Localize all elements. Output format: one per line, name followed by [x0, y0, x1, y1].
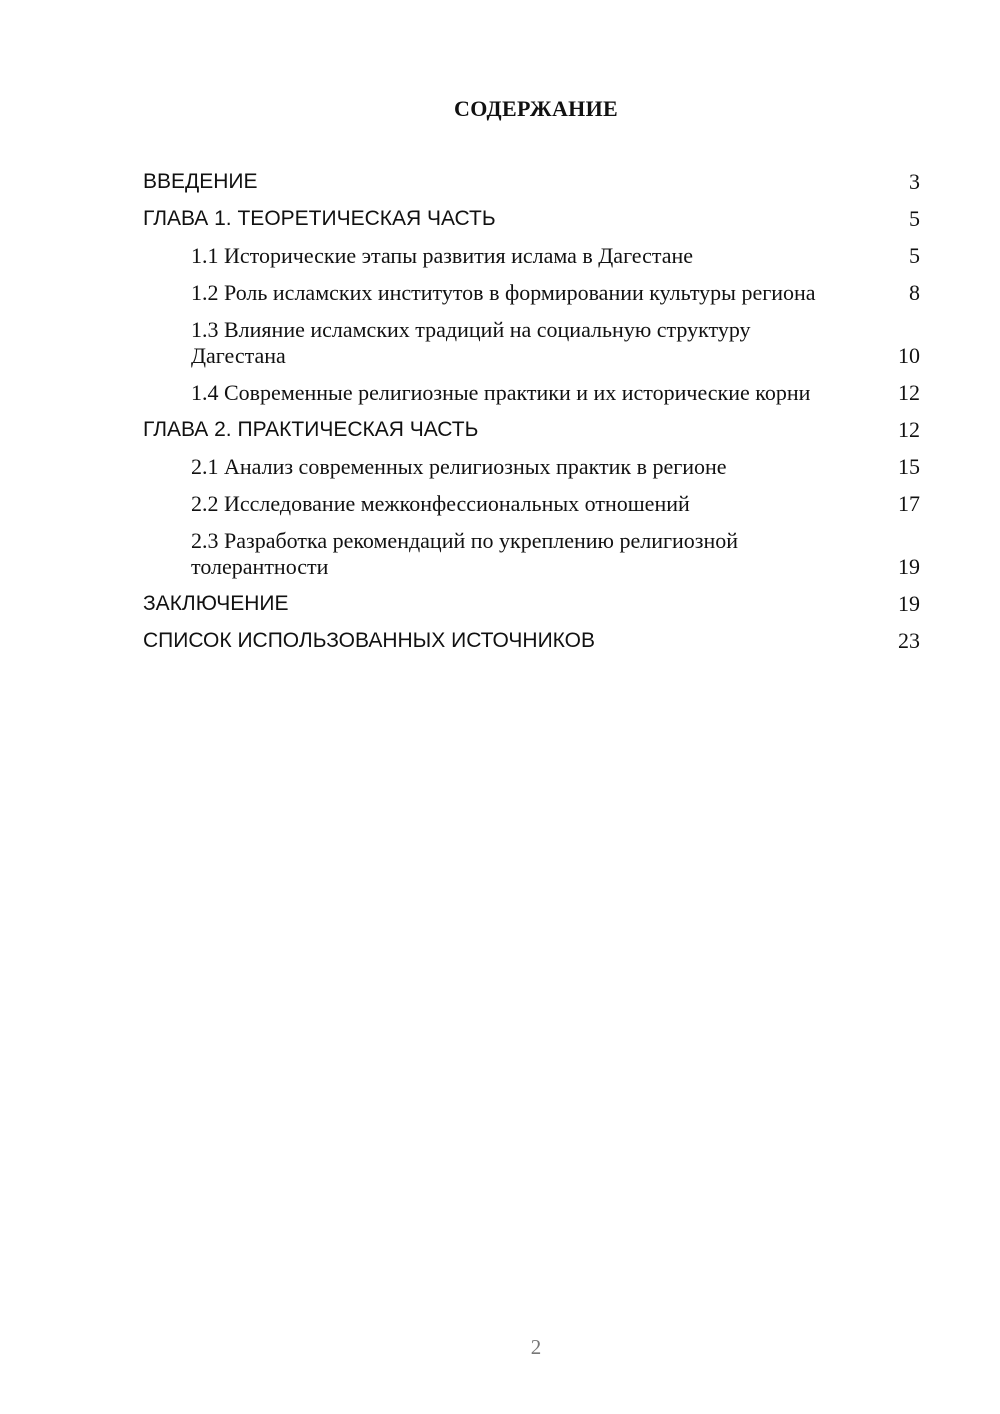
- toc-entry-page: 12: [898, 417, 920, 442]
- toc-entry-page: 5: [909, 243, 920, 268]
- toc-entry-title: 2.3 Разработка рекомендаций по укреплению религиозной толерантности: [191, 528, 739, 579]
- toc-entry-2-2[interactable]: [143, 491, 920, 517]
- toc-entry-2-3[interactable]: [143, 528, 920, 580]
- toc-entry-title: СПИСОК ИСПОЛЬЗОВАННЫХ ИСТОЧНИКОВ: [143, 629, 596, 652]
- toc-entry-page: 19: [898, 591, 920, 616]
- toc-entry-2-1[interactable]: [143, 454, 920, 480]
- toc-entry-page: 5: [909, 206, 920, 231]
- toc-entry-introduction[interactable]: [143, 169, 920, 195]
- toc-entry-page: 8: [909, 280, 920, 305]
- table-of-contents: [143, 169, 920, 665]
- toc-entry-title: ВВЕДЕНИЕ: [143, 170, 258, 193]
- toc-entry-title: 1.2 Роль исламских институтов в формировании культуры региона: [191, 280, 816, 305]
- toc-entry-1-2[interactable]: [143, 280, 920, 306]
- toc-entry-page: 23: [898, 628, 920, 653]
- toc-entry-title: 1.3 Влияние исламских традиций на социальную структуру Дагестана: [191, 317, 751, 368]
- toc-entry-title: 2.1 Анализ современных религиозных практик в регионе: [191, 454, 727, 479]
- toc-entry-title: ЗАКЛЮЧЕНИЕ: [143, 592, 289, 615]
- toc-entry-page: 17: [898, 491, 920, 516]
- page-number: 2: [530, 1335, 542, 1359]
- toc-entry-title: 1.4 Современные религиозные практики и их исторические корни: [191, 380, 811, 405]
- toc-entry-page: 19: [898, 554, 920, 579]
- toc-entry-title: 2.2 Исследование межконфессиональных отношений: [191, 491, 690, 516]
- toc-entry-chapter-1[interactable]: [143, 206, 920, 232]
- toc-entry-1-1[interactable]: [143, 243, 920, 269]
- toc-entry-1-4[interactable]: [143, 380, 920, 406]
- toc-entry-title: 1.1 Исторические этапы развития ислама в Дагестане: [191, 243, 694, 268]
- toc-entry-title: ГЛАВА 2. ПРАКТИЧЕСКАЯ ЧАСТЬ: [143, 418, 479, 441]
- toc-entry-1-3[interactable]: [143, 317, 920, 369]
- toc-entry-page: 15: [898, 454, 920, 479]
- toc-entry-title: ГЛАВА 1. ТЕОРЕТИЧЕСКАЯ ЧАСТЬ: [143, 207, 496, 230]
- toc-entry-page: 10: [898, 343, 920, 368]
- toc-heading: СОДЕРЖАНИЕ: [454, 96, 618, 121]
- toc-entry-page: 3: [909, 169, 920, 194]
- toc-entry-references[interactable]: [143, 628, 920, 654]
- toc-entry-conclusion[interactable]: [143, 591, 920, 617]
- toc-entry-page: 12: [898, 380, 920, 405]
- toc-entry-chapter-2[interactable]: [143, 417, 920, 443]
